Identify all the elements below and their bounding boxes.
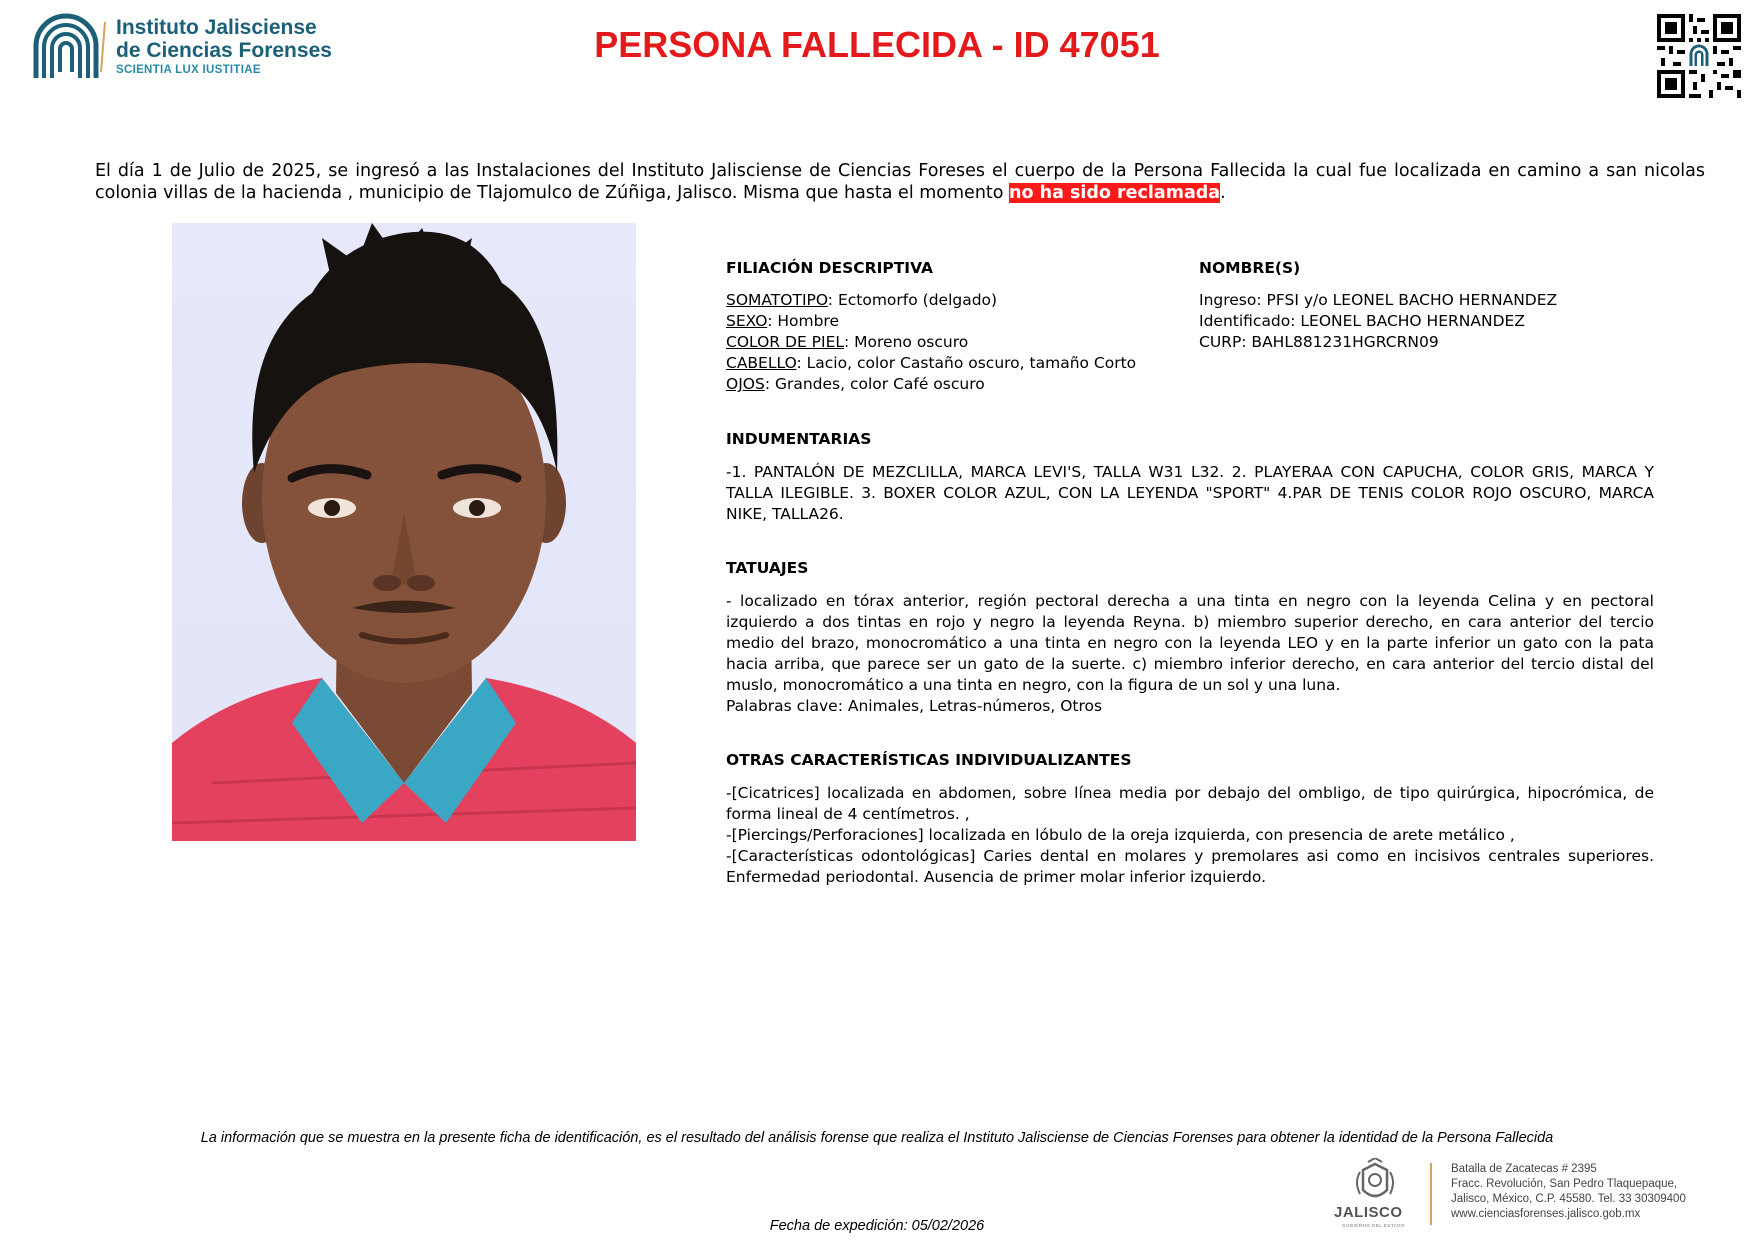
otras-list bbox=[726, 783, 1654, 888]
unclaimed-highlight: no ha sido reclamada bbox=[1009, 183, 1221, 203]
filiacion-label: COLOR DE PIEL bbox=[726, 333, 845, 351]
logo-line-1: Instituto Jalisciense bbox=[116, 16, 317, 39]
intro-text: El día 1 de Julio de 2025, se ingresó a las Instalaciones del Instituto Jalisciense de Ciencias Foreses el cuerpo de la Persona Fallecida la cual fue localizada en camino a san nicolas colonia villas de la hacienda , municipio de Tlajomulco de Zúñiga, Jalisco. Misma que hasta el momento bbox=[95, 161, 1705, 203]
filiacion-value: : Lacio, color Castaño oscuro, tamaño Corto bbox=[796, 354, 1137, 372]
issue-date: Fecha de expedición: 05/02/2026 bbox=[769, 1218, 985, 1234]
logo-line-2: de Ciencias Forenses bbox=[116, 39, 332, 62]
filiacion-item bbox=[726, 290, 1136, 311]
nombres-heading: NOMBRE(S) bbox=[1199, 259, 1301, 277]
indumentarias-heading: INDUMENTARIAS bbox=[726, 430, 872, 448]
tatuajes-keywords bbox=[726, 696, 1102, 717]
otras-line: -[Características odontológicas] Caries dental en molares y premolares asi como en incisivos centrales superiores. Enfermedad periodontal. Ausencia de primer molar inferior izquierdo. bbox=[726, 847, 1654, 886]
portrait-image bbox=[172, 223, 636, 841]
filiacion-heading: FILIACIÓN DESCRIPTIVA bbox=[726, 259, 934, 277]
address-line: Jalisco, México, C.P. 45580. Tel. 33 30309400 bbox=[1451, 1193, 1686, 1205]
website-link[interactable]: www.cienciasforenses.jalisco.gob.mx bbox=[1451, 1208, 1641, 1220]
address-line: Batalla de Zacatecas # 2395 bbox=[1451, 1163, 1597, 1175]
filiacion-value: : Ectomorfo (delgado) bbox=[827, 291, 998, 309]
address-line: Fracc. Revolución, San Pedro Tlaquepaque, bbox=[1451, 1178, 1678, 1190]
otras-line: -[Piercings/Perforaciones] localizada en lóbulo de la oreja izquierda, con presencia de arete metálico , bbox=[726, 826, 1515, 844]
tatuajes-heading: TATUAJES bbox=[726, 559, 809, 577]
otras-heading: OTRAS CARACTERÍSTICAS INDIVIDUALIZANTES bbox=[726, 751, 1132, 769]
page-title: PERSONA FALLECIDA - ID 47051 bbox=[594, 24, 1160, 65]
nombres-list bbox=[1199, 290, 1557, 353]
intro-end: . bbox=[1220, 183, 1226, 203]
filiacion-item bbox=[726, 332, 1136, 353]
filiacion-value: : Moreno oscuro bbox=[844, 333, 969, 351]
nombre-line: Identificado: LEONEL BACHO HERNANDEZ bbox=[1199, 312, 1525, 330]
otras-line: -[Cicatrices] localizada en abdomen, sobre línea media por debajo del ombligo, de tipo quirúrgica, hipocrómica, de forma lineal de 4 centímetros. , bbox=[726, 784, 1654, 823]
filiacion-label: CABELLO bbox=[726, 354, 797, 372]
intro-paragraph bbox=[95, 160, 1705, 204]
filiacion-value: : Grandes, color Café oscuro bbox=[764, 375, 985, 393]
filiacion-item bbox=[726, 353, 1136, 374]
nombre-line: Ingreso: PFSI y/o LEONEL BACHO HERNANDEZ bbox=[1199, 291, 1558, 309]
filiacion-item bbox=[726, 311, 1136, 332]
tatuajes-text: - localizado en tórax anterior, región pectoral derecha a una tinta en negro con la leyenda Celina y en pectoral izquierdo a dos tintas en rojo y negro la leyenda Reyna. b) miembro superior derecho, en cara anterior del tercio medio del brazo, monocromático a una tinta en negro con la leyenda LEO y en la parte inferior un gato con la pata hacia arriba, que parece ser un gato de la suerte. c) miembro inferior derecho, en cara anterior del tercio distal del muslo, monocromático a una tinta en negro, con la figura de un sol y una luna. bbox=[726, 592, 1654, 694]
disclaimer: La información que se muestra en la presente ficha de identificación, es el resultado del análisis forense que realiza el Instituto Jalisciense de Ciencias Forenses para obtener la identidad de la Persona Fallecida bbox=[200, 1130, 1554, 1146]
filiacion-label: OJOS bbox=[726, 375, 765, 393]
footer-divider bbox=[1430, 1163, 1432, 1225]
filiacion-item bbox=[726, 374, 1136, 395]
indumentarias-text: -1. PANTALÓN DE MEZCLILLA, MARCA LEVI'S, TALLA W31 L32. 2. PLAYERAA CON CAPUCHA, COLOR GRIS, MARCA Y TALLA ILEGIBLE. 3. BOXER COLOR AZUL, CON LA LEYENDA "SPORT" 4.PAR DE TENIS COLOR ROJO OSCURO, MARCA NIKE, TALLA26. bbox=[726, 463, 1654, 523]
filiacion-label: SOMATOTIPO bbox=[726, 291, 828, 309]
filiacion-label: SEXO bbox=[726, 312, 768, 330]
jalisco-crest-icon bbox=[1330, 1158, 1420, 1206]
person-photo bbox=[172, 223, 636, 841]
filiacion-value: : Hombre bbox=[767, 312, 839, 330]
nombre-line: CURP: BAHL881231HGRCRN09 bbox=[1199, 333, 1439, 351]
logo-motto: SCIENTIA LUX IUSTITIAE bbox=[116, 64, 261, 76]
qr-code-icon[interactable] bbox=[1657, 14, 1741, 98]
filiacion-list bbox=[726, 290, 1136, 395]
jalisco-wordmark: JALISCO bbox=[1334, 1204, 1403, 1221]
keywords-line: Palabras clave: Animales, Letras-números, Otros bbox=[726, 697, 1103, 715]
jalisco-subtitle: GOBIERNO DEL ESTADO bbox=[1342, 1223, 1406, 1228]
address-block bbox=[1451, 1162, 1686, 1222]
